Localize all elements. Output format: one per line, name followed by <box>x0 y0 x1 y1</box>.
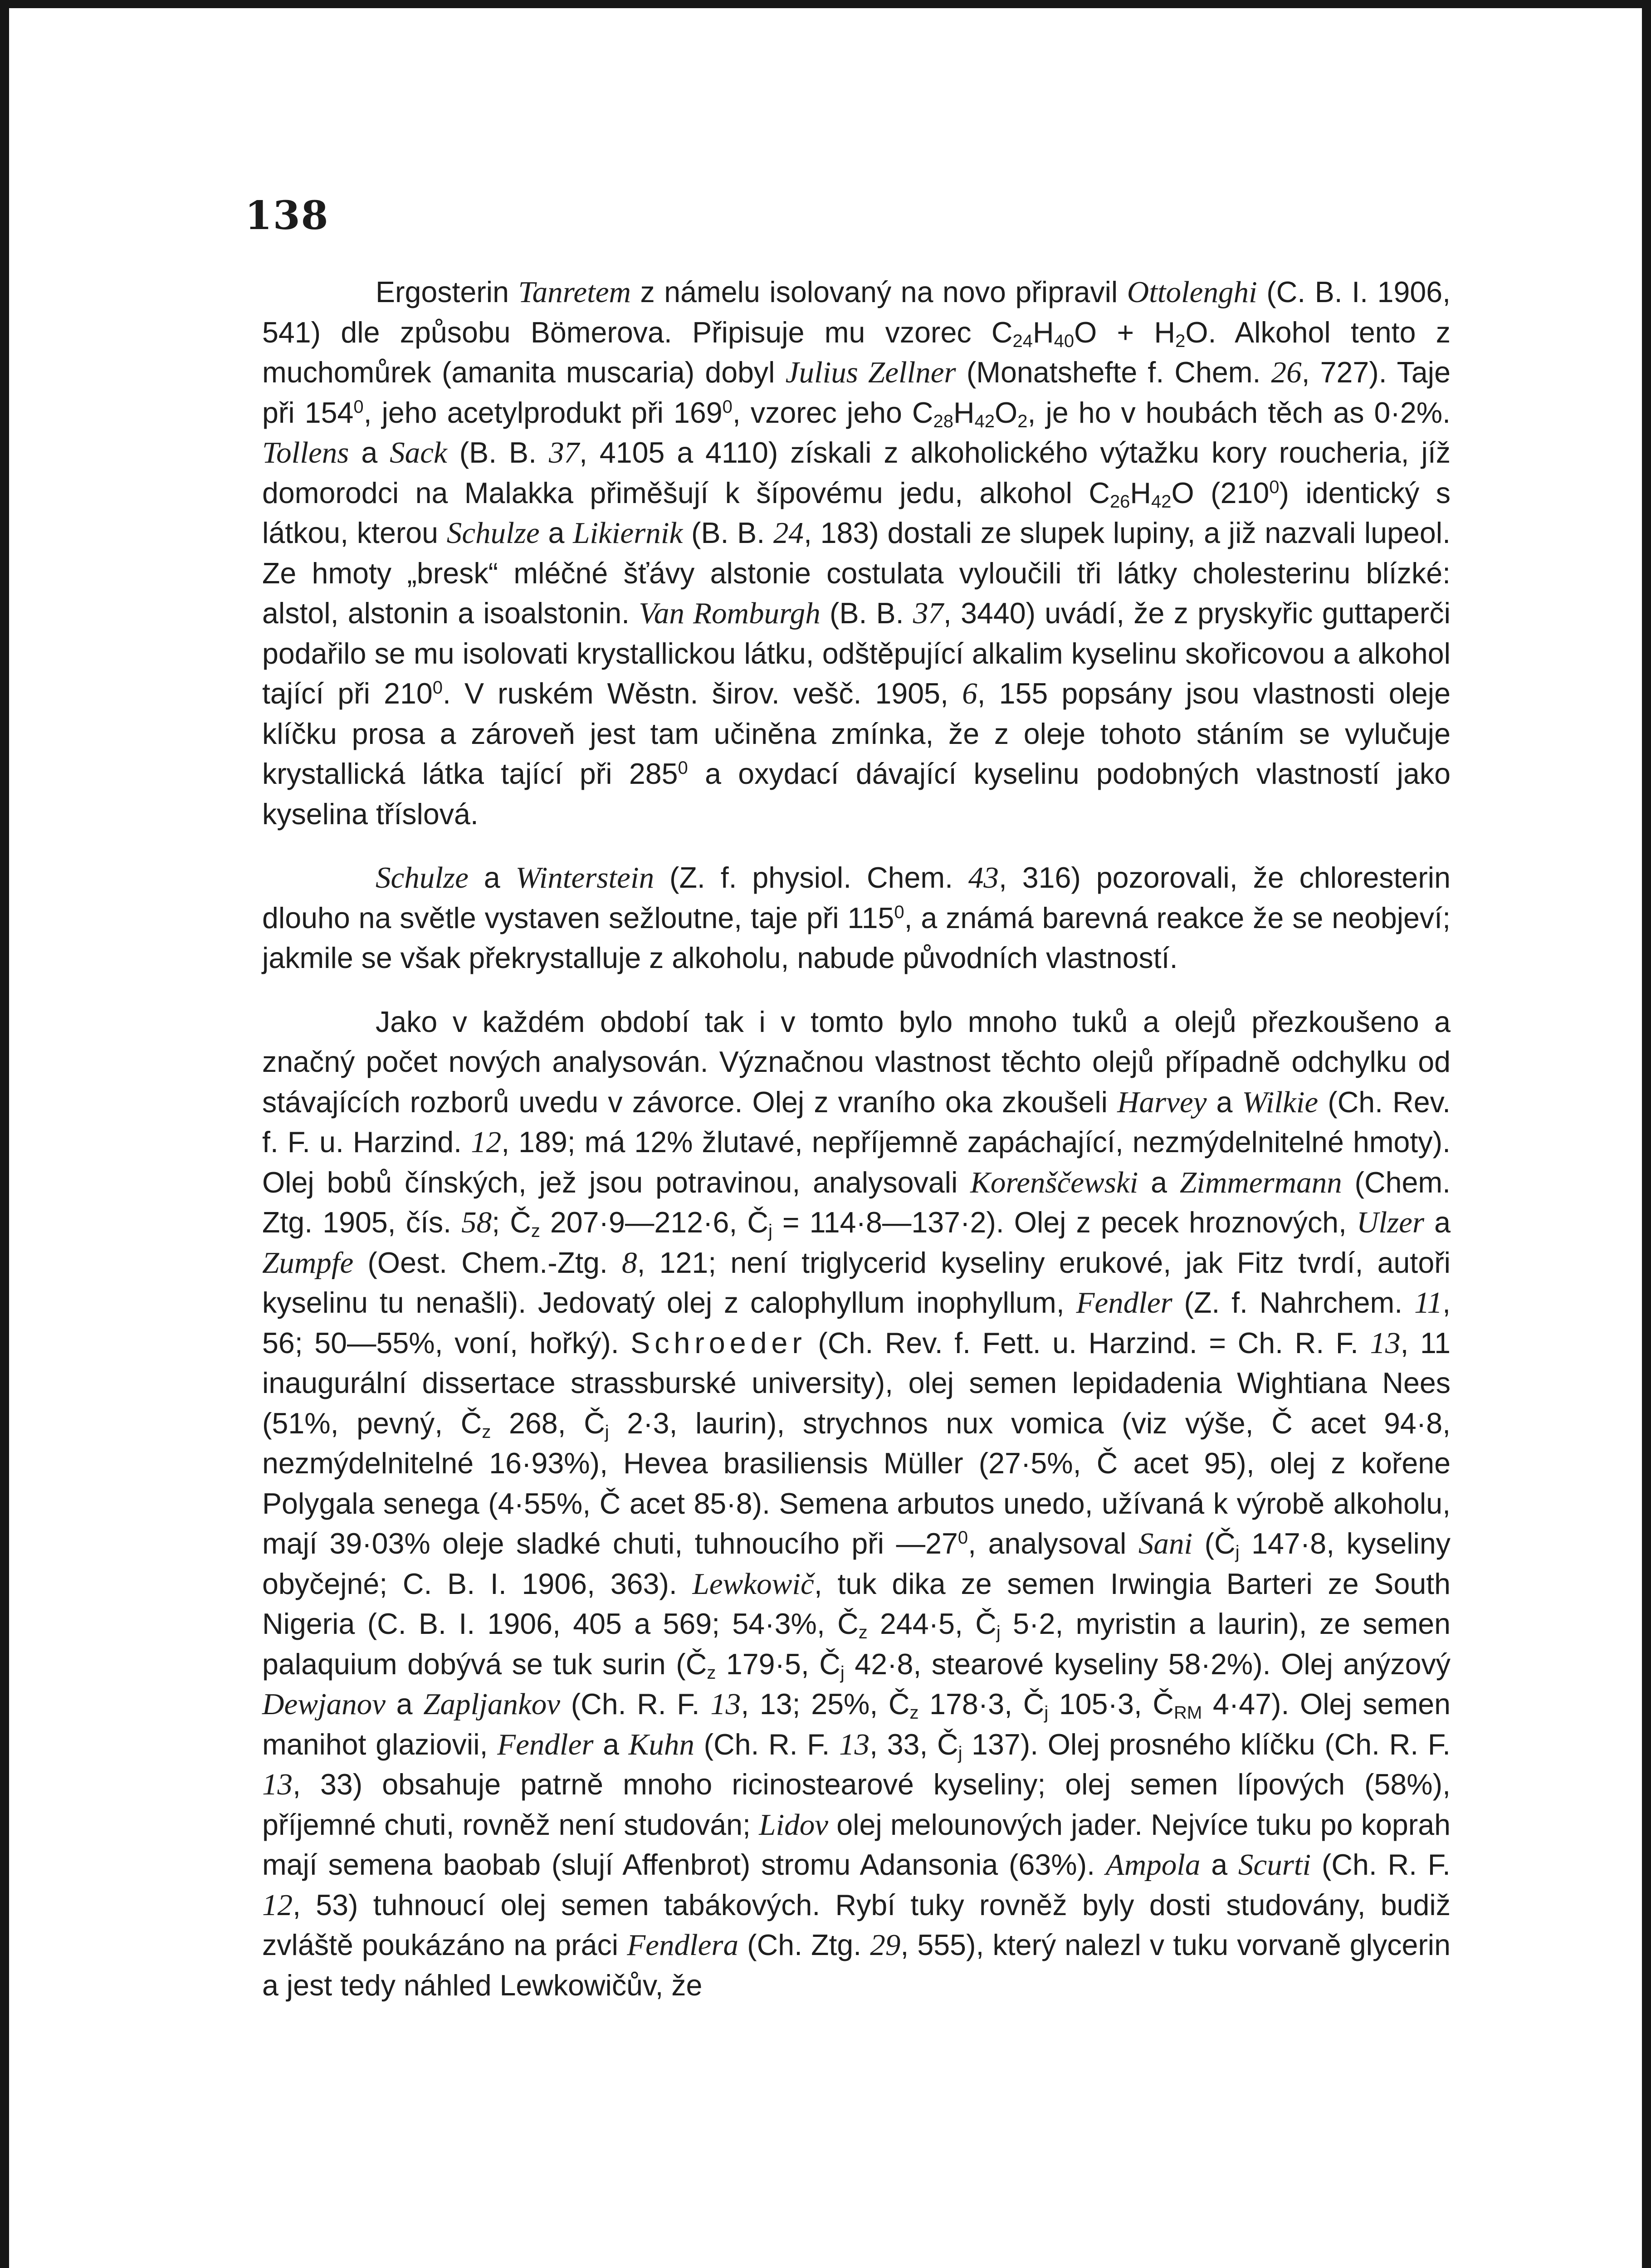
page-number: 138 <box>245 193 329 239</box>
body-text <box>262 272 1451 2005</box>
paragraph-chloresterin: Schulze a Winterstein (Z. f. physiol. Chem. 43, 316) pozorovali, že chloresterin dlouho na světle vystaven sežloutne, taje při $115^0$, a známá barevná reakce že se neobjeví; jakmile se však překrystalluje z alkoholu, nabude původních vlastností. <box>262 860 1451 974</box>
paragraph-oleje: Jako v každém období tak i v tomto bylo mnoho tuků a olejů přezkoušeno a značný počet nových analysován. Význačnou vlastnost těchto olejů případně odchylku od stávajících rozborů uvedu v závorce. Olej z vraního oka zkoušeli Harvey a Wilkie (Ch. Rev. f. F. u. Harzind. 12, 189; má 12% žlutavé, nepříjemně zapáchající, nezmýdelnitelné hmoty). Olej bobů čínských, jež jsou potravinou, analysovali Korenščewski a Zimmermann (Chem. Ztg. 1905, čís. 58; $Č_z$ 207·9—212·6, $Č_j$ = 114·8—137·2). Olej z pecek hroznových, Ulzer a Zumpfe (Oest. Chem.-Ztg. 8, 121; není triglycerid kyseliny erukové, jak Fitz tvrdí, autoři kyselinu tu nenašli). Jedovatý olej z calophyllum inophyllum, Fendler (Z. f. Nahrchem. 11, 56; 50—55%, voní, hořký). Schroeder (Ch. Rev. f. Fett. u. Harzind. = Ch. R. F. 13, 11 inaugurální dissertace strassburské university), olej semen lepidadenia Wightiana Nees (51%, pevný, $Č_z$ 268, $Č_j$ 2·3, laurin), strychnos nux vomica (viz výše, Č acet 94·8, nezmýdelnitelné 16·93%), Hevea brasiliensis Müller (27·5%, Č acet 95), olej z kořene Polygala senega (4·55%, Č acet 85·8). Semena arbutos unedo, užívaná k výrobě alkoholu, mají 39·03% oleje sladké chuti, tuhnoucího při $—27^0$, analysoval Sani ($Č_j$ 147·8, kyseliny obyčejné; C. B. I. 1906, 363). Lewkowič, tuk dika ze semen Irwingia Barteri ze South Nigeria (C. B. I. 1906, 405 a 569; 54·3%, $Č_z$ 244·5, $Č_j$ 5·2, myristin a laurin), ze semen palaquium dobývá se tuk surin ($Č_z$ 179·5, $Č_j$ 42·8, stearové kyseliny 58·2%). Olej anýzový Dewjanov a Zapljankov (Ch. R. F. 13, 13; 25%, $Č_z$ 178·3, $Č_j$ 105·3, $Č_{RM}$ 4·47). Olej semen manihot glaziovii, Fendler a Kuhn (Ch. R. F. 13, 33, $Č_j$ 137). Olej prosného klíčku (Ch. R. F. 13, 33) obsahuje patrně mnoho ricinostearové kyseliny; olej semen lípových (58%), příjemné chuti, rovněž není studován; Lidov olej melounových jader. Nejvíce tuku po koprah mají semena baobab (slují Affenbrot) stromu Adansonia (63%). Ampola a Scurti (Ch. R. F. 12, 53) tuhnoucí olej semen tabákových. Rybí tuky rovněž byly dosti studovány, budiž zvláště poukázáno na práci Fendlera (Ch. Ztg. 29, 555), který nalezl v tuku vorvaně glycerin a jest tedy náhled Lewkowičův, že <box>262 1005 1451 2002</box>
paragraph-ergosterin: Ergosterin Tanretem z námelu isolovaný na novo připravil Ottolenghi (C. B. I. 1906, 541) dle způsobu Bömerova. Připisuje mu vzorec $C_{24}H_{40}O + H_2O$. Alkohol tento z muchomůrek (amanita muscaria) dobyl Julius Zellner (Monatshefte f. Chem. 26, 727). Taje při $154^0$, jeho acetylprodukt při $169^0$, vzorec jeho $C_{28}H_{42}O_2$, je ho v houbách těch as 0·2%. Tollens a Sack (B. B. 37, 4105 a 4110) získali z alkoholického výtažku kory roucheria, jíž domorodci na Malakka přiměšují k šípovému jedu, alkohol $C_{26}H_{42}O$ $(210^0)$ identický s látkou, kterou Schulze a Likiernik (B. B. 24, 183) dostali ze slupek lupiny, a již nazvali lupeol. Ze hmoty „bresk“ mléčné šťávy alstonie costulata vyloučili tři látky cholesterinu blízké: alstol, alstonin a isoalstonin. Van Romburgh (B. B. 37, 3440) uvádí, že z pryskyřic guttaperči podařilo se mu isolovati krystallickou látku, odštěpující alkalim kyselinu skořicovou a alkohol tající při $210^0$. V ruském Wěstn. širov. vešč. 1905, 6, 155 popsány jsou vlastnosti oleje klíčku prosa a zároveň jest tam učiněna zmínka, že z oleje tohoto stáním se vylučuje krystallická látka tající při $285^0$ a oxydací dávající kyselinu podobných vlastností jako kyselina tříslová. <box>262 275 1451 831</box>
